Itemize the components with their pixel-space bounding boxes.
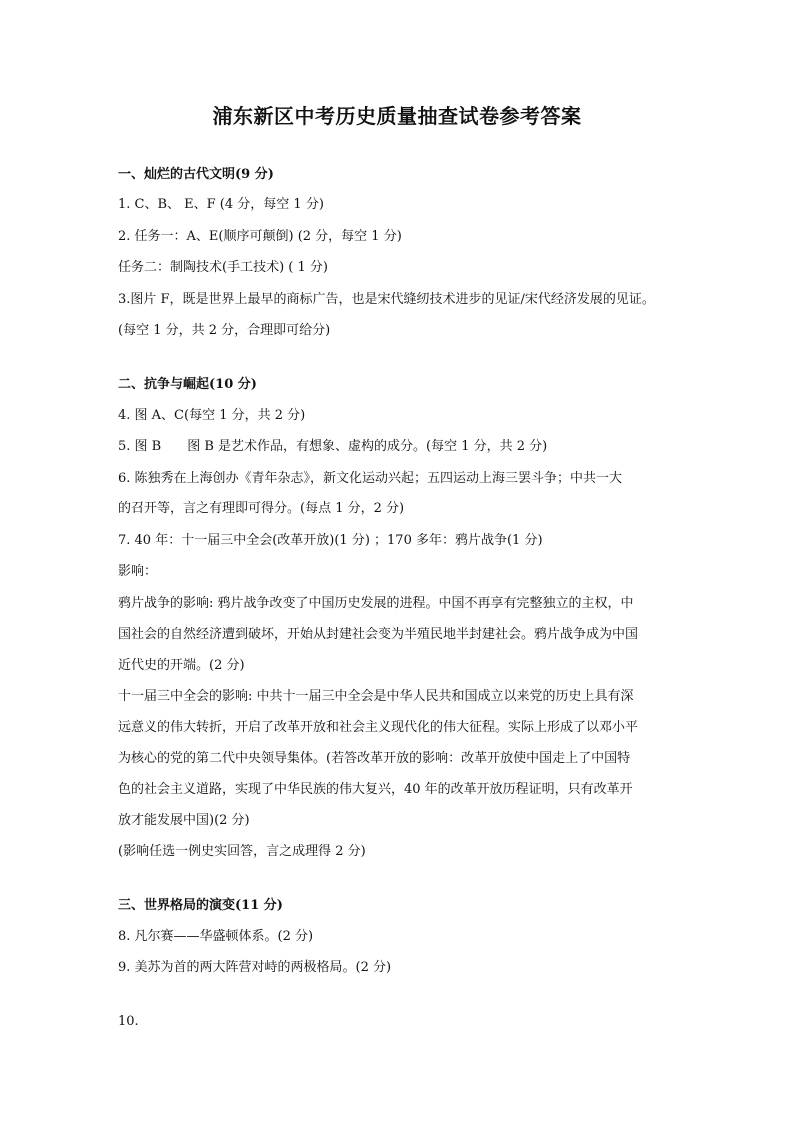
section-heading: 一、灿烂的古代文明(9 分) [118,167,274,182]
answer-line: (每空 1 分，共 2 分，合理即可给分) [118,323,331,338]
answer-line: 8. 凡尔赛——华盛顿体系。(2 分) [118,929,314,944]
answer-line: 4. 图 A、C(每空 1 分，共 2 分) [118,408,306,423]
answer-line: 为核心的党的第二代中央领导集体。(若答改革开放的影响：改革开放使中国走上了中国特 [118,751,631,766]
answer-line: 鸦片战争的影响: 鸦片战争改变了中国历史发展的进程。中国不再享有完整独立的主权，中 [118,596,634,611]
section-heading: 二、抗争与崛起(10 分) [118,377,257,392]
answer-line: 5. 图 B 图 B 是艺术作品，有想象、虚构的成分。(每空 1 分，共 2 分) [118,439,548,454]
answer-line: 近代史的开端。(2 分) [118,658,245,673]
answer-line: 1. C、B、 E、F (4 分，每空 1 分) [118,197,324,212]
answer-line: 任务二：制陶技术(手工技术) ( 1 分) [118,260,328,275]
answer-line: 的召开等，言之有理即可得分。(每点 1 分，2 分) [118,501,405,516]
answer-line: 色的社会主义道路，实现了中华民族的伟大复兴，40 年的改革开放历程证明，只有改革开 [118,782,633,797]
answer-line: 3.图片 F，既是世界上最早的商标广告，也是宋代缝纫技术进步的见证/宋代经济发展的见证。 [118,292,655,307]
section-heading: 三、世界格局的演变(11 分) [118,898,283,913]
answer-line: 10. [118,1014,139,1029]
answer-line: 9. 美苏为首的两大阵营对峙的两极格局。(2 分) [118,960,392,975]
answer-line: (影响任选一例史实回答，言之成理得 2 分) [118,844,366,859]
answer-line: 2. 任务一：A、E(顺序可颠倒) (2 分，每空 1 分) [118,229,402,244]
document-title: 浦东新区中考历史质量抽查试卷参考答案 [212,104,582,128]
answer-line: 放才能发展中国)(2 分) [118,813,250,828]
answer-line: 影响： [118,564,158,579]
answer-line: 国社会的自然经济遭到破坏，开始从封建社会变为半殖民地半封建社会。鸦片战争成为中国 [118,627,639,642]
answer-line: 十一届三中全会的影响: 中共十一届三中全会是中华人民共和国成立以来党的历史上具有深 [118,689,634,704]
answer-line: 6. 陈独秀在上海创办《青年杂志》，新文化运动兴起；五四运动上海三罢斗争；中共一大 [118,471,623,486]
answer-line: 远意义的伟大转折，开启了改革开放和社会主义现代化的伟大征程。实际上形成了以邓小平 [118,720,639,735]
answer-line: 7. 40 年：十一届三中全会(改革开放)(1 分) ；170 多年：鸦片战争(1 分) [118,533,543,548]
